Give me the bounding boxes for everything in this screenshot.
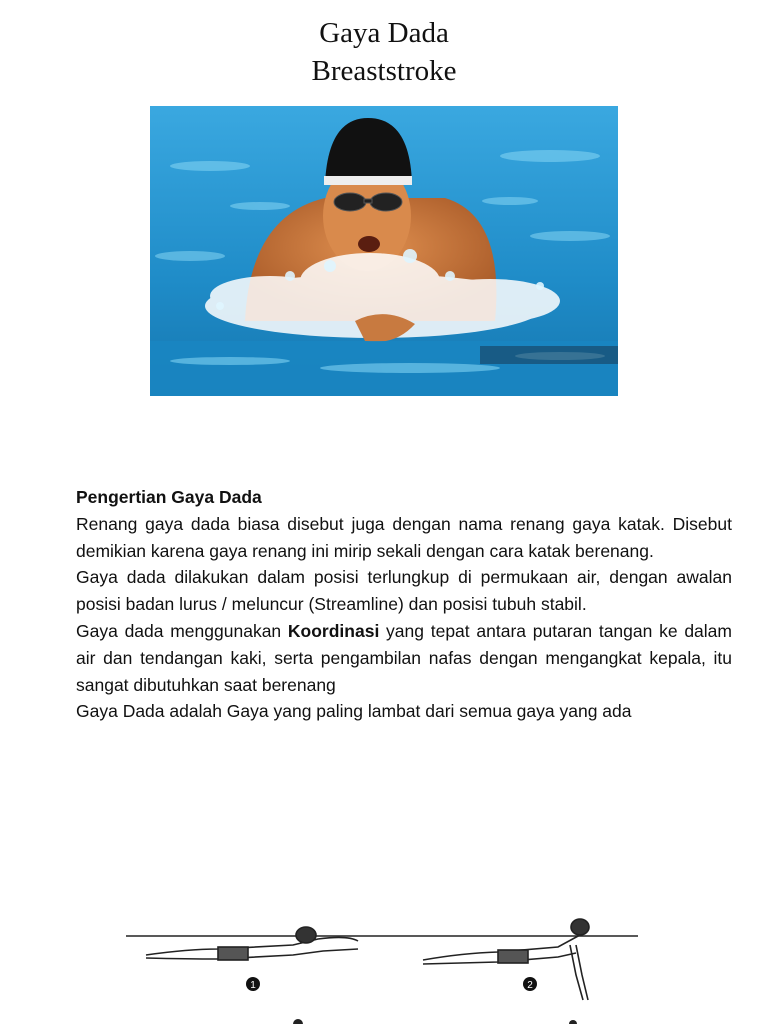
page-title (0, 14, 768, 90)
step-marker-2 (523, 977, 537, 991)
paragraph-2: Gaya dada dilakukan dalam posisi terlungkup di permukaan air, dengan awalan posisi badan lurus / meluncur (Streamline) dan posisi tubuh stabil. (76, 567, 732, 615)
paragraph-3 (76, 618, 732, 698)
koordinasi-bold: Koordinasi (287, 620, 380, 641)
paragraph-1: Renang gaya dada biasa disebut juga dengan nama renang gaya katak. Disebut demikian karena gaya renang ini mirip sekali dengan cara katak berenang. (76, 513, 732, 561)
swimmer-figure-1 (146, 927, 358, 960)
title-line-1: Gaya Dada (319, 17, 449, 49)
paragraph-4: Gaya Dada adalah Gaya yang paling lambat dari semua gaya yang ada (76, 701, 632, 722)
step-marker-1 (246, 977, 260, 991)
breaststroke-diagram (118, 905, 648, 1024)
article (76, 484, 732, 725)
paragraph-3-start: Gaya dada menggunakan (76, 620, 288, 641)
article-heading: Pengertian Gaya Dada (76, 487, 262, 507)
paragraph-3-end: yang tepat antara putaran tangan ke dalam air dan tendangan kaki, serta pengambilan nafas dengan mengangkat kepala, itu sangat dibutuhkan saat berenang (76, 620, 732, 695)
swimmer-photo (150, 106, 618, 396)
title-line-2: Breaststroke (311, 55, 457, 87)
svg-text:1: 1 (250, 980, 256, 991)
svg-text:2: 2 (527, 980, 533, 991)
swimmer-figure-2 (423, 919, 589, 1000)
